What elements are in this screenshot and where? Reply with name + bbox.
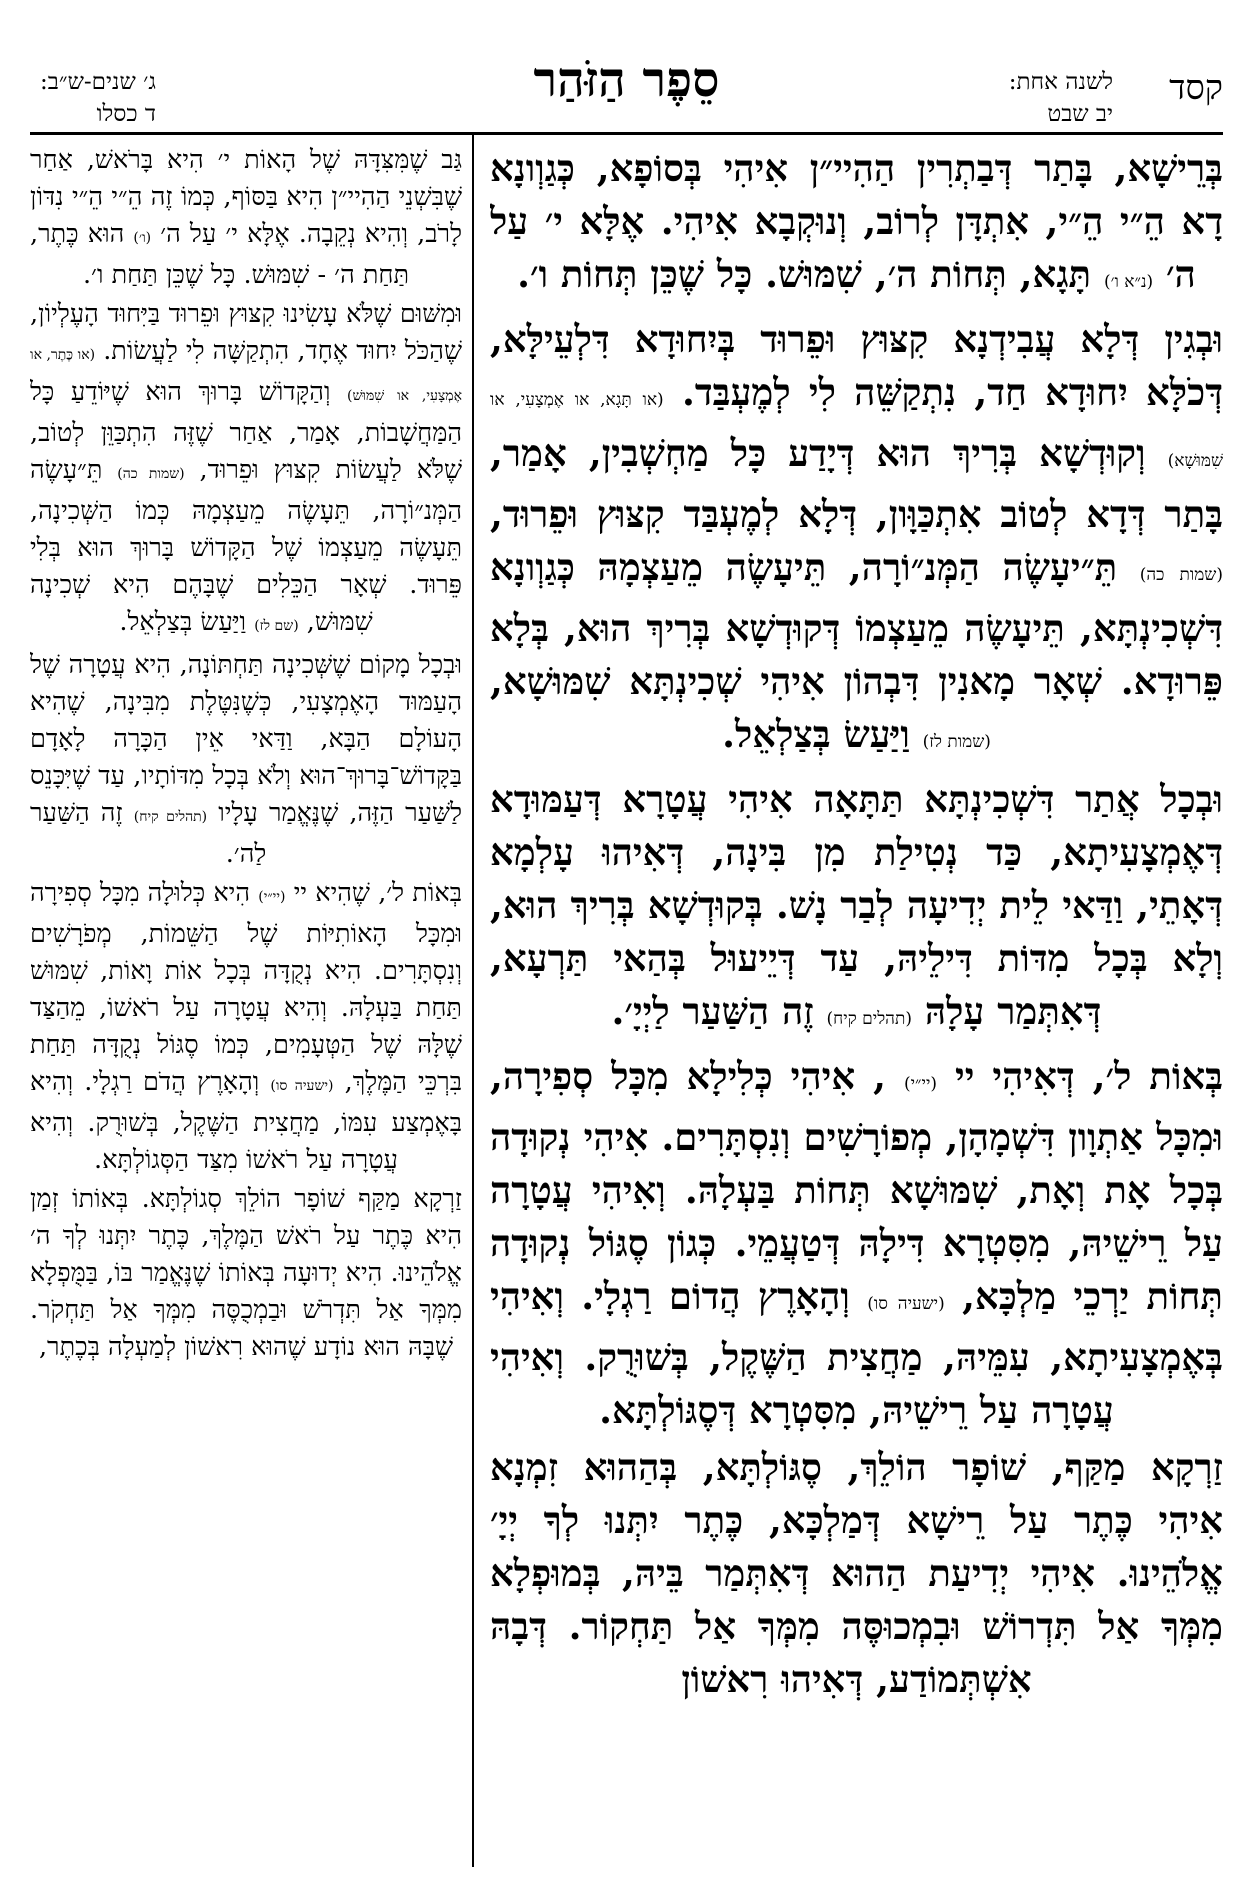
translation-paragraph [30,875,462,1179]
passage-text: זֶה הַשַּׁעַר לַיְיָ׳. [611,989,814,1033]
passage-text: וַיַּעַשׂ בְּצַלְאֵל. [722,712,910,756]
main-text-column [490,142,1223,1867]
scripture-reference: (תהלים קיח) [826,1009,912,1029]
passage-text: בְּרֵישָׁא, בָּתַר דְּבַתְרִין הַהִיי״ן אִיהִי בְּסוֹפָא, כְּגַוְונָא דָא הֵ״י הֵ״י, אִתְדָּן לְרוֹב, וְנוּקְבָא אִיהִי. אֶלָּא י׳ עַל ה׳ [490,146,1223,296]
translation-paragraph [30,647,462,873]
passage-text: גַּב שֶׁמִּצִּדָּהּ שֶׁל הָאוֹת י׳ הִיא בָּרֹאשׁ, אַחַר שֶׁבִּשְׁנֵי הַהִיי״ן הִיא בַּסּוֹף, כְּמוֹ זֶה הֵ״י הֵ״י נִדּוֹן לָרֹב, וְהִיא נְקֵבָה. אֶלָּא י׳ עַל ה׳ [30,145,462,249]
scripture-reference: (יי״י) [903,1074,938,1094]
passage-text: וְהָאָרֶץ הֲדֹם רַגְלָי. וְהִיא בָּאֶמְצַע עִמּוֹ, מַחֲצִית הַשֶּׁקֶל, בְּשׁוּרֻק. וְהִיא עֲטָרָה עַל רֹאשׁוֹ מִצַּד הַסְּגוֹלְתָּא. [30,1067,462,1175]
schedule-label: ג׳ שנים-ש״ב: [40,69,156,95]
passage-text: הִיא כְּלוּלָה מִכָּל סְפִירָה וּמִכָּל הָאוֹתִיּוֹת שֶׁל הַשֵּׁמוֹת, מְפֹרָשִׁים וְנִסְתָּרִים. הִיא נְקֻדָּה בְּכָל אוֹת וָאוֹת, שִׁמּוּשׁ תַּחַת בַּעְלָהּ. וְהִיא עֲטָרָה עַל רֹאשׁוֹ, מֵהַצַּד שֶׁלָּהּ שֶׁל הַטְּעָמִים, כְּמוֹ סֶגּוֹל נְקֻדָּה תַּחַת בִּרְכֵּי הַמֶּלֶךְ, [30,878,462,1097]
scripture-reference: (או תָּגָא, או אֶמְצָעִי, או שִׁמּוּשָׁא) [490,390,1223,471]
scripture-reference: (ישעיה סו) [270,1078,334,1094]
passage-text: בְּאוֹת ל׳, שֶׁהִיא יי [293,878,462,908]
passage-text: זַרְקָא מַקַּף, שׁוֹפָר הוֹלֵךְ, סֶגּוֹלְתָּא, בְּהַהוּא זִמְנָא אִיהִי כֶּתֶר עַל רֵישָׁא דְּמַלְכָּא, כֶּתֶר יִתְּנוּ לְךָ יְיָ׳ אֱלֹהֵינוּ. אִיהִי יְדִיעַת הַהוּא דְּאִתְּמַר בֵּיהּ, בְּמוּפְלָא מִמְּךָ אַל תִּדְרוֹשׁ וּבִמְכוּסֶּה מִמְּךָ אַל תַּחְקוֹר. דְּבָהּ אִשְׁתְּמוֹדַע, דְּאִיהוּ רִאשׁוֹן [490,1445,1223,1701]
scripture-reference: (ישעיה סו) [867,1294,945,1314]
zohar-paragraph [490,1050,1223,1437]
scripture-reference: (שמות כה) [1139,565,1223,585]
commentary-column [30,142,462,1867]
scripture-reference: (נ״א ו׳) [1103,272,1154,292]
scripture-reference: (ו׳) [133,230,152,246]
passage-text: וּבְגִין דְּלָא עֲבִידְנָא קִצּוּץ וּפֵרוּד בְּיִחוּדָא דִּלְעֵילָּא, דְּכֹלָּא יִחוּדָא חַד, נִתְקַשֵּׁה לִי לְמֶעְבַּד. [490,317,1223,414]
zohar-paragraph [490,773,1223,1046]
page-number-label: קסד [1169,68,1223,108]
zohar-paragraph [490,313,1223,769]
passage-text: וּמִשּׁוּם שֶׁלֹּא עָשִׂינוּ קִצּוּץ וּפֵרוּד בַּיִּחוּד הָעֶלְיוֹן, שֶׁהַכֹּל יִחוּד אֶחָד, הִתְקַשָּׁה לִי לַעֲשׂוֹת. [30,299,462,366]
scripture-reference: (או כֶּתֶר, או אֶמְצָעִי, או שִׁמּוּשׁ) [30,347,462,404]
passage-text: בְּאוֹת ל׳, דְּאִיהִי יי [955,1054,1223,1098]
passage-text: וַיַּעַשׂ בְּצַלְאֵל. [119,607,247,637]
translation-paragraph [30,296,462,645]
page-header [0,0,1253,127]
passage-text: וְקוּדְשָׁא בְּרִיךְ הוּא דְּיָדַע כָּל מַחְשְׁבִין, אָמַר, בָּתַר דְּדָא לְטוֹב אִתְכַּוָּון, דְּלָא לְמֶעְבַּד קִצּוּץ וּפֵרוּד, [490,431,1223,536]
header-rule [30,132,1223,135]
passage-text: תָּגָא, תְּחוֹת ה׳, שִׁמּוּשׁ. כָּל שֶׁכֵּן תְּחוֹת ו׳. [517,252,1092,296]
scripture-reference: (שמות לז) [922,732,991,752]
passage-text: וּבְכָל אֲתַר דִּשְׁכִינְתָּא תַּתָּאָה אִיהִי עֲטָרָא דְּעַמּוּדָא דְּאֶמְצָעִיתָא, כַּד נְטִילַת מִן בִּינָה, דְּאִיהוּ עָלְמָא דְּאָתֵי, וַדַּאי לֵית יְדִיעָה לְבַר נָשׁ. בְּקוּדְשָׁא בְּרִיךְ הוּא, וְלָא בְּכָל מִדּוֹת דִּילֵיהּ, עַד דְּיֵיעוּל בְּהַאי תַּרְעָא, דְּאִתְּמַר עָלָהּ [490,777,1223,1033]
translation-paragraph [30,142,462,294]
schedule-date: ד כסלו [96,101,156,127]
reading-schedule-three-years [40,66,156,130]
passage-text: וְהָאָרֶץ הֲדוֹם רַגְלָי. וְאִיהִי בְּאֶמְצָעִיתָא, עִמֵּיהּ, מַחֲצִית הַשֶּׁקֶל, בְּשׁוּרֻק. וְאִיהִי עֲטָרָה עַל רֵישֵׁיהּ, מִסִּטְרָא דְּסֶגּוֹלְתָּא. [490,1274,1223,1432]
scripture-reference: (תהלים קיח) [133,809,208,825]
passage-text: וּבְכָל מָקוֹם שֶׁשְּׁכִינָה תַּחְתּוֹנָה, הִיא עֲטָרָה שֶׁל הָעַמּוּד הָאֶמְצָעִי, כְּשֶׁנִּטֶּלֶת מִבִּינָה, שֶׁהִיא הָעוֹלָם הַבָּא, וַדַּאי אֵין הַכָּרָה לָאָדָם בַּקָּדוֹשׁ־בָּרוּךְ־הוּא וְלֹא בְּכָל מִדּוֹתָיו, עַד שֶׁיִּכָּנֵס לַשַּׁעַר הַזֶּה, שֶׁנֶּאֱמַר עָלָיו [30,650,462,828]
translation-paragraph [30,1181,462,1366]
schedule-label: לשנה אחת: [1008,69,1113,95]
scripture-reference: (שם לז) [254,618,299,634]
passage-text: זֶה הַשַּׁעַר לַה׳. [30,798,267,869]
scripture-reference: (יי״י) [258,889,286,905]
column-divider [472,132,474,1867]
passage-text: זַרְקָא מַקַּף שׁוֹפָר הוֹלֵךְ סְגוֹלְתָּא. בְּאוֹתוֹ זְמַן הִיא כֶּתֶר עַל רֹאשׁ הַמֶּלֶךְ, כֶּתֶר יִתְּנוּ לְךָ ה׳ אֱלֹהֵינוּ. הִיא יְדוּעָה בְּאוֹתוֹ שֶׁנֶּאֱמַר בּוֹ, בַּמֻּפְלָא מִמְּךָ אַל תִּדְרֹשׁ וּבַמְכֻסֶּה מִמְּךָ אַל תַּחְקֹר. שֶׁבָּהּ הוּא נוֹדָע שֶׁהוּא רִאשׁוֹן לְמַעְלָה בְּכֶתֶר, [30,1184,462,1362]
passage-text: , אִיהִי כְּלִילָא מִכָּל סְפִירָה, וּמִכָּל אַתְוָון דִּשְׁמָהָן, מְפוֹרָשִׁים וְנִסְתָּרִים. אִיהִי נְקוּדָה בְּכָל אָת וְאָת, שִׁמּוּשָׁא תְּחוֹת בַּעְלָהּ. וְאִיהִי עֲטָרָה עַל רֵישֵׁיהּ, מִסִּטְרָא דִּילָהּ דְּטַעֲמֵי. כְּגוֹן סֶגּוֹל נְקוּדָה תְּחוֹת יַרְכֵי מַלְכָּא, [490,1054,1223,1318]
zohar-paragraph [490,142,1223,309]
zohar-paragraph [490,1441,1223,1706]
book-title: סֵפֶר הַזֹּהַר [533,52,720,108]
passage-text: תֵּ״עָשֶׂה הַמְּנ״וֹרָה, תֵּעָשֶׂה מֵעַצְמָהּ כְּמוֹ הַשְּׁכִינָה, תֵּעָשֶׂה מֵעַצְמוֹ שֶׁל הַקָּדוֹשׁ בָּרוּךְ הוּא בְּלִי פֵּרוּד. שְׁאָר הַכֵּלִים שֶׁבָּהֶם הִיא שְׁכִינָה שִׁמּוּשׁ, [30,455,462,637]
scripture-reference: (שמות כה) [117,466,185,482]
passage-text: הוּא כֶּתֶר, תַּחַת ה׳ - שִׁמּוּשׁ. כָּל שֶׁכֵּן תַּחַת ו׳. [30,219,410,290]
schedule-date: יב שבט [1047,101,1113,127]
passage-text: תֵּ״יעָשֶׂה הַמְּנ״וֹרָה, תֵּיעָשֶׂה מֵעַצְמָהּ כְּגַוְונָא דִּשְׁכִינְתָּא, תֵּיעָשֶׂה מֵעַצְמוֹ דְּקוּדְשָׁא בְּרִיךְ הוּא, בְּלָא פֵּרוּדָא. שְׁאָר מָאנִין דִּבְהוֹן אִיהִי שְׁכִינְתָּא שִׁמּוּשָׁא, [490,545,1223,703]
passage-text: וְהַקָּדוֹשׁ בָּרוּךְ הוּא שֶׁיּוֹדֵעַ כָּל הַמַּחֲשָׁבוֹת, אָמַר, אַחַר שֶׁזֶּה הִתְכַּוֵּן לְטוֹב, שֶׁלֹּא לַעֲשׂוֹת קִצּוּץ וּפֵרוּד, [30,377,462,485]
